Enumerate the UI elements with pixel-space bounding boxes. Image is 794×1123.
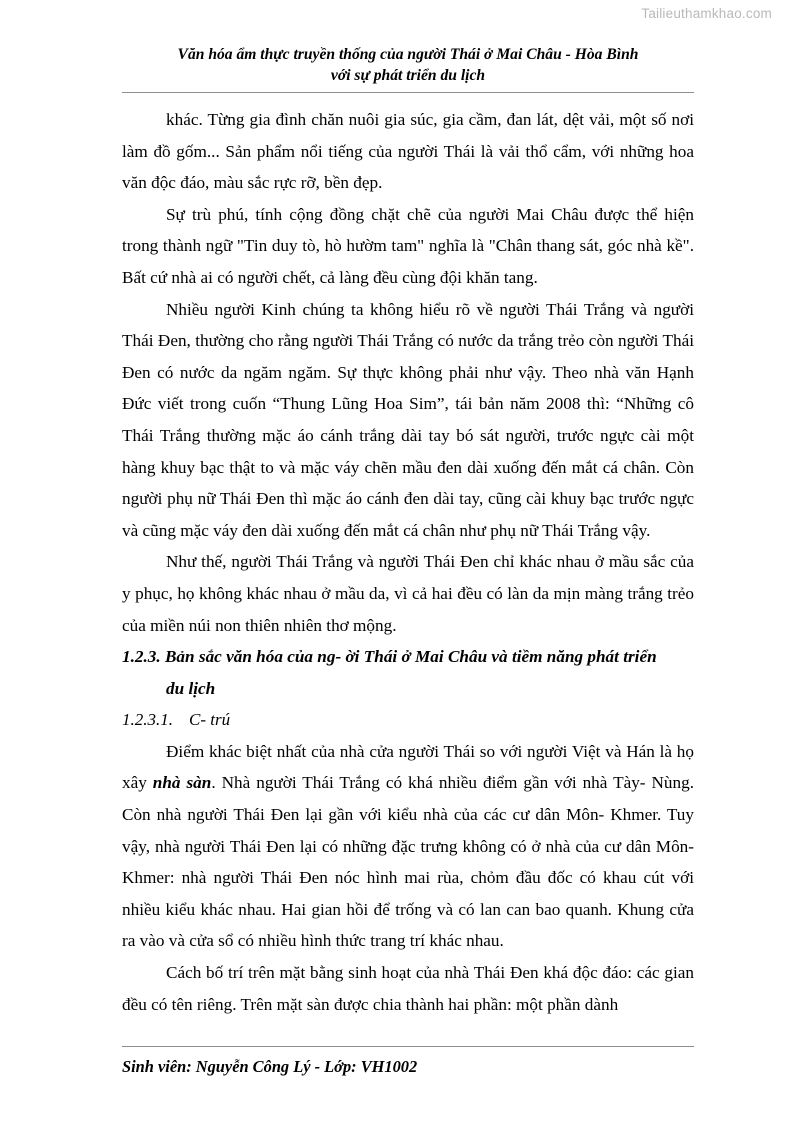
paragraph-6: Cách bố trí trên mặt bằng sinh hoạt của nhà Thái Đen khá độc đáo: các gian đều có tên riêng. Trên mặt sàn được chia thành hai phần: một phần dành <box>122 963 694 1014</box>
paragraph-3: Nhiều người Kinh chúng ta không hiểu rõ về người Thái Trắng và người Thái Đen, thường cho rằng người Thái Trắng có nước da trắng trẻo còn người Thái Đen có nước da ngăm ngăm. Sự thực không phải như vậy. Theo nhà văn Hạnh Đức viết trong cuốn “Thung Lũng Hoa Sim”, tái bản năm 2008 thì: “Những cô Thái Trắng thường mặc áo cánh trắng dài tay bó sát người, trước ngực cài một hàng khuy bạc thật to và mặc váy chẽn mầu đen dài xuống đến mắt cá chân. Còn người phụ nữ Thái Đen thì mặc áo cánh đen dài tay, cũng cài khuy bạc trước ngực và cũng mặc váy đen dài xuống đến mắt cá chân như phụ nữ Thái Trắng vậy. <box>122 299 694 540</box>
paragraph-1: khác. Từng gia đình chăn nuôi gia súc, gia cầm, đan lát, dệt vải, một số nơi làm đồ gốm... Sản phẩm nổi tiếng của người Thái là vải thổ cẩm, với những hoa văn độc đáo, màu sắc rực rỡ, bền đẹp. <box>122 110 694 193</box>
paragraph-4: Như thế, người Thái Trắng và người Thái Đen chỉ khác nhau ở mầu sắc của y phục, họ không khác nhau ở mầu da, vì cả hai đều có làn da mịn màng trắng trẻo của miền núi non thiên nhiên thơ mộng. <box>122 552 694 635</box>
site-watermark: Tailieuthamkhao.com <box>641 6 772 21</box>
header-title-line-2: với sự phát triển du lịch <box>330 67 486 84</box>
paragraph-5 <box>122 736 694 957</box>
subsection-heading-1-2-3-1 <box>122 704 694 736</box>
section-heading-1-2-3-line-2: du lịch <box>166 678 216 698</box>
section-heading-1-2-3-line-1: 1.2.3. Bản sắc văn hóa của ng- ời Thái ở Mai Châu và tiềm năng phát triển <box>122 647 657 667</box>
paragraph-5-text-before-emphasis: Điểm khác biệt nhất của nhà cửa người Thái so với người Việt và Hán là họ xây <box>122 741 694 793</box>
subsection-title: C- trú <box>189 710 231 730</box>
running-header <box>122 44 694 86</box>
section-heading-1-2-3 <box>122 641 694 704</box>
footer-divider-rule <box>122 1046 694 1047</box>
emphasis-nha-san: nhà sàn <box>152 773 212 793</box>
paragraph-2: Sự trù phú, tính cộng đồng chặt chẽ của người Mai Châu được thể hiện trong thành ngữ "Tin duy tò, hò hườm tam" nghĩa là "Chân thang sát, góc nhà kề". Bất cứ nhà ai có người chết, cả làng đều cùng đội khăn tang. <box>122 204 694 287</box>
running-footer: Sinh viên: Nguyễn Công Lý - Lớp: VH1002 <box>122 1057 418 1076</box>
document-body <box>122 104 694 1020</box>
paragraph-5-text-after-emphasis: . Nhà người Thái Trắng có khá nhiều điểm gần với nhà Tày- Nùng. Còn nhà người Thái Đen lại gần với kiểu nhà của các cư dân Môn- Khmer. Tuy vậy, nhà người Thái Đen lại có những đặc trưng không có ở nhà của cư dân Môn-Khmer: nhà người Thái Đen nóc hình mai rùa, chỏm đầu đốc có khau cút với nhiều kiểu khác nhau. Hai gian hồi để trống và có lan can bao quanh. Khung cửa ra vào và cửa sổ có nhiều hình thức trang trí khác nhau. <box>122 773 694 951</box>
header-title-line-1: Văn hóa ẩm thực truyền thống của người Thái ở Mai Châu - Hòa Bình <box>177 46 639 63</box>
header-divider-rule <box>122 92 694 93</box>
subsection-number: 1.2.3.1. <box>122 710 173 730</box>
